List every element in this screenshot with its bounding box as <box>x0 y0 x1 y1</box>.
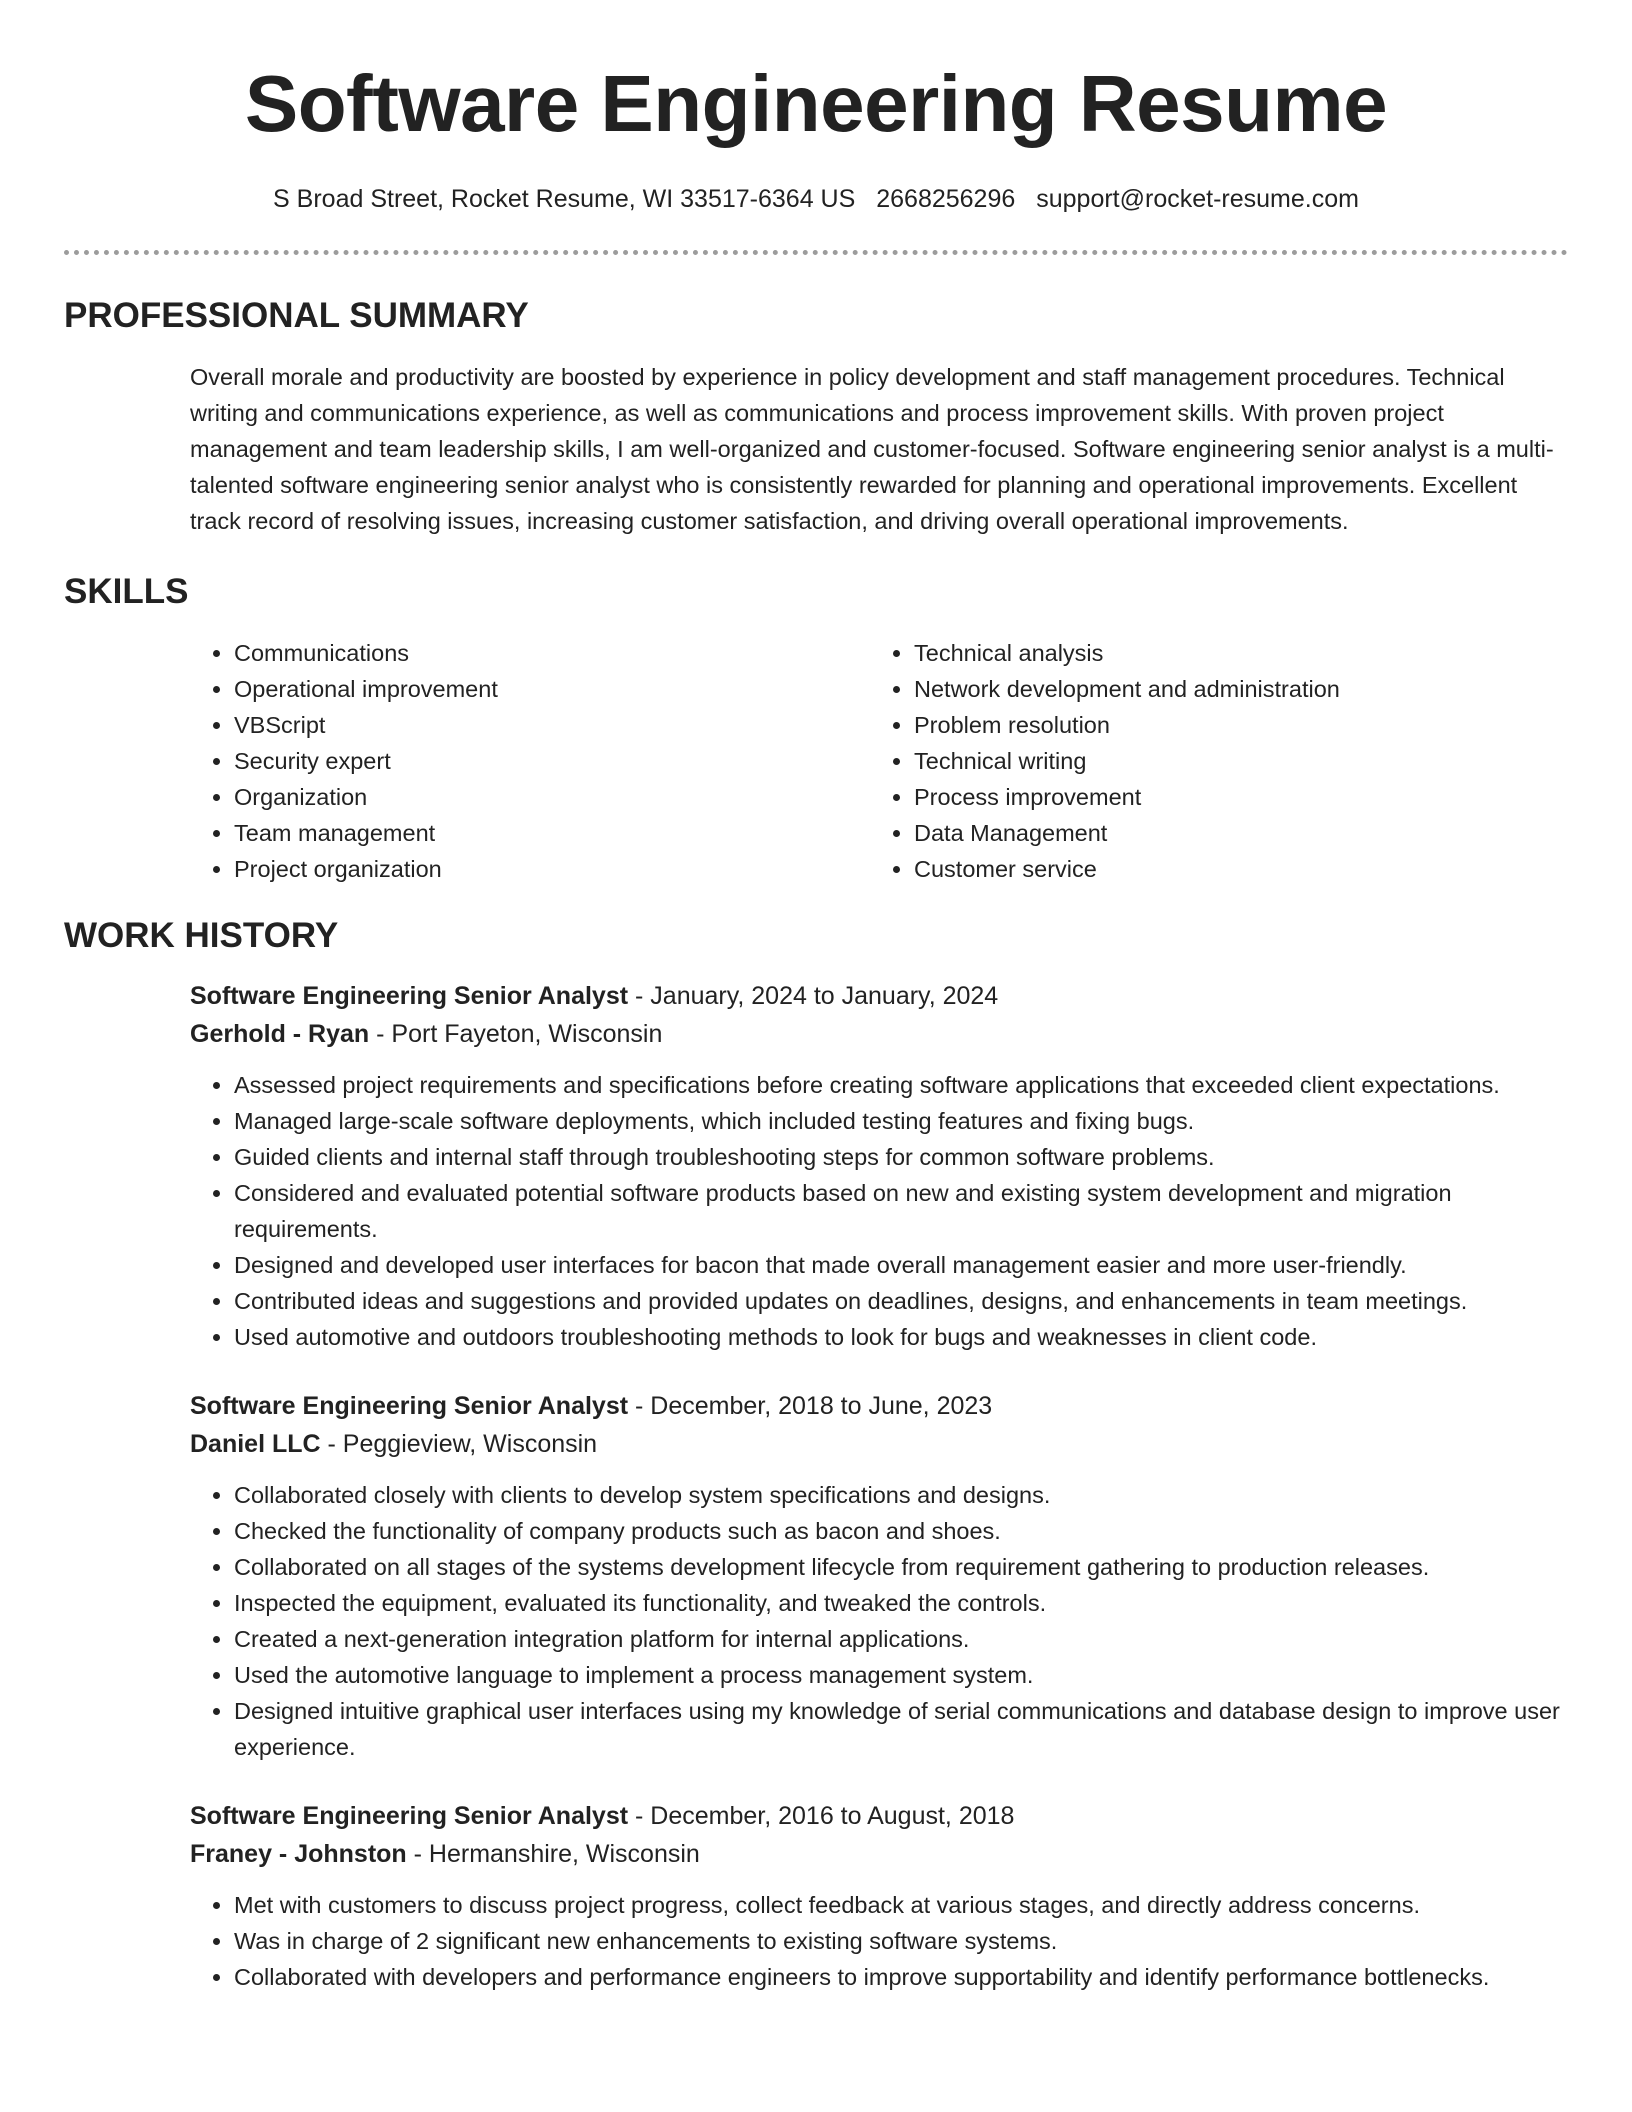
job-title-line <box>190 1387 1568 1425</box>
job-dates: - December, 2018 to June, 2023 <box>635 1392 993 1420</box>
summary-text: Overall morale and productivity are boosted by experience in policy development and staff management procedures. Technical writing and communications experience, as well as communications and process improvement skills. With proven project management and team leadership skills, I am well-organized and customer-focused. Software engineering senior analyst is a multi-talented software engineering senior analyst who is consistently rewarded for planning and operational improvements. Excellent track record of resolving issues, increasing customer satisfaction, and driving overall operational improvements. <box>190 364 1554 534</box>
job-bullet: • Designed and developed user interfaces for bacon that made overall management easier and more user-friendly. <box>234 1247 1568 1283</box>
job-title-line <box>190 1797 1568 1835</box>
job-entry <box>64 1387 1568 1765</box>
skill-item: • Operational improvement <box>234 671 870 707</box>
skill-item: • Problem resolution <box>914 707 1550 743</box>
job-bullet: • Collaborated with developers and performance engineers to improve supportability and identify performance bottlenecks. <box>234 1959 1568 1995</box>
job-dates: - January, 2024 to January, 2024 <box>635 982 999 1010</box>
job-bullet: • Guided clients and internal staff through troubleshooting steps for common software problems. <box>234 1139 1568 1175</box>
job-title: Software Engineering Senior Analyst <box>190 1392 629 1420</box>
job-entry <box>64 1797 1568 1995</box>
skills-column-left <box>190 635 870 887</box>
skill-item: • Process improvement <box>914 779 1550 815</box>
skill-item: • Project organization <box>234 851 870 887</box>
job-bullet: • Met with customers to discuss project progress, collect feedback at various stages, and directly address concerns. <box>234 1887 1568 1923</box>
job-location: - Peggieview, Wisconsin <box>327 1430 598 1458</box>
job-bullet: • Created a next-generation integration platform for internal applications. <box>234 1621 1568 1657</box>
header-divider <box>64 250 1568 255</box>
job-company: Daniel LLC <box>190 1430 321 1458</box>
job-bullet: • Considered and evaluated potential software products based on new and existing system development and migration requirements. <box>234 1175 1568 1247</box>
job-bullet: • Collaborated closely with clients to develop system specifications and designs. <box>234 1477 1568 1513</box>
job-bullet-list <box>190 1477 1568 1765</box>
skill-item: • Communications <box>234 635 870 671</box>
skill-item: • Technical analysis <box>914 635 1550 671</box>
job-bullet: • Collaborated on all stages of the systems development lifecycle from requirement gathering to production releases. <box>234 1549 1568 1585</box>
skill-item: • Network development and administration <box>914 671 1550 707</box>
job-bullet: • Checked the functionality of company products such as bacon and shoes. <box>234 1513 1568 1549</box>
job-company-line <box>190 1015 1568 1053</box>
job-bullet: • Used automotive and outdoors troubleshooting methods to look for bugs and weaknesses in client code. <box>234 1319 1568 1355</box>
skills-heading: SKILLS <box>64 572 189 611</box>
skills-section <box>64 569 1568 887</box>
summary-section <box>64 293 1568 539</box>
work-history-heading: WORK HISTORY <box>64 916 339 955</box>
contact-email: support@rocket-resume.com <box>1036 185 1359 213</box>
job-bullet: • Inspected the equipment, evaluated its functionality, and tweaked the controls. <box>234 1585 1568 1621</box>
skill-item: • Technical writing <box>914 743 1550 779</box>
skill-item: • Security expert <box>234 743 870 779</box>
job-company: Franey - Johnston <box>190 1840 407 1868</box>
skills-grid <box>190 635 1568 887</box>
job-bullet: • Designed intuitive graphical user interfaces using my knowledge of serial communications and database design to improve user experience. <box>234 1693 1568 1765</box>
job-bullet-list <box>190 1887 1568 1995</box>
job-bullet: • Used the automotive language to implement a process management system. <box>234 1657 1568 1693</box>
job-dates: - December, 2016 to August, 2018 <box>635 1802 1015 1830</box>
job-title: Software Engineering Senior Analyst <box>190 982 629 1010</box>
skills-column-right <box>870 635 1550 887</box>
resume-title: Software Engineering Resume <box>244 59 1388 148</box>
skill-item: • Team management <box>234 815 870 851</box>
job-company-line <box>190 1835 1568 1873</box>
contact-address: S Broad Street, Rocket Resume, WI 33517-6364 US <box>273 185 856 213</box>
job-entry <box>64 977 1568 1355</box>
job-company: Gerhold - Ryan <box>190 1020 370 1048</box>
job-bullet: • Contributed ideas and suggestions and provided updates on deadlines, designs, and enhancements in team meetings. <box>234 1283 1568 1319</box>
skill-item: • Customer service <box>914 851 1550 887</box>
job-bullet-list <box>190 1067 1568 1355</box>
skill-item: • Data Management <box>914 815 1550 851</box>
skill-item: • VBScript <box>234 707 870 743</box>
job-bullet: • Was in charge of 2 significant new enhancements to existing software systems. <box>234 1923 1568 1959</box>
job-company-line <box>190 1425 1568 1463</box>
summary-heading: PROFESSIONAL SUMMARY <box>64 296 529 335</box>
job-title: Software Engineering Senior Analyst <box>190 1802 629 1830</box>
skill-item: • Organization <box>234 779 870 815</box>
job-title-line <box>190 977 1568 1015</box>
job-location: - Hermanshire, Wisconsin <box>413 1840 700 1868</box>
contact-phone: 2668256296 <box>876 185 1016 213</box>
job-bullet: • Managed large-scale software deployments, which included testing features and fixing bugs. <box>234 1103 1568 1139</box>
contact-line <box>64 182 1568 216</box>
work-history-section <box>64 913 1568 1995</box>
job-bullet: • Assessed project requirements and specifications before creating software applications that exceeded client expectations. <box>234 1067 1568 1103</box>
job-location: - Port Fayeton, Wisconsin <box>376 1020 663 1048</box>
